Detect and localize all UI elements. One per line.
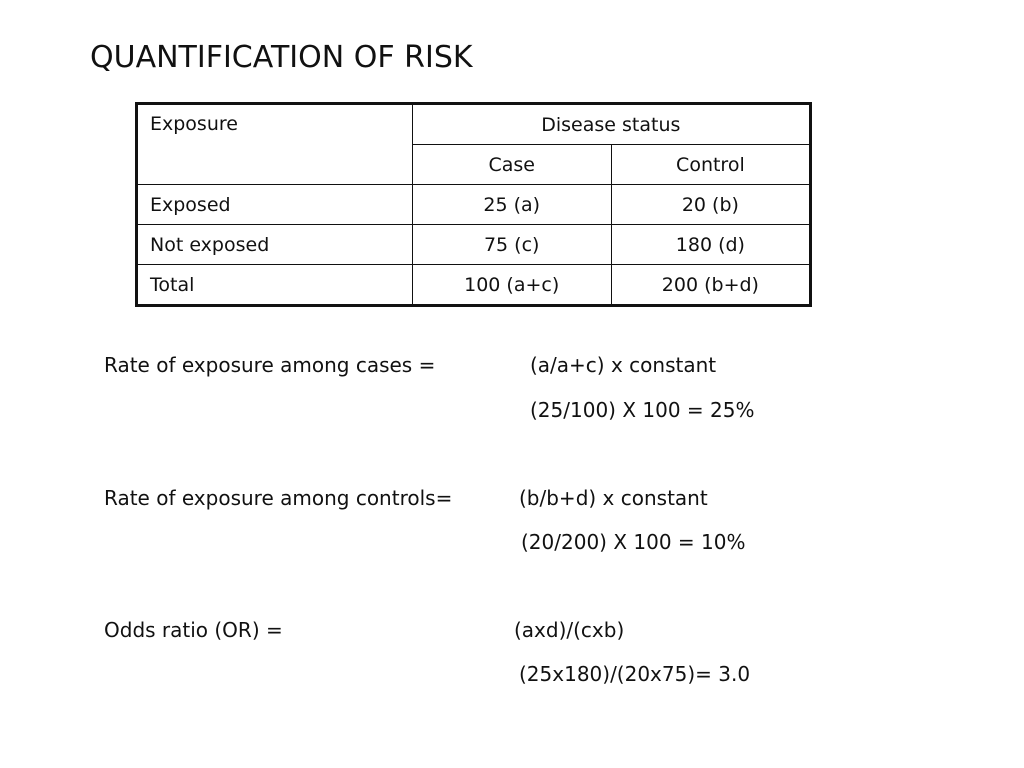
case-header: Case [412, 145, 611, 185]
control-cell: 20 (b) [611, 185, 810, 225]
slide-title: QUANTIFICATION OF RISK [90, 40, 473, 75]
disease-status-header: Disease status [412, 104, 810, 145]
table-header-row [137, 104, 811, 145]
cases-rate-formula: (a/a+c) x constant [530, 353, 717, 377]
table-row [137, 265, 811, 306]
control-header: Control [611, 145, 810, 185]
case-cell: 75 (c) [412, 225, 611, 265]
row-label: Not exposed [137, 225, 413, 265]
odds-ratio-formula: (axd)/(cxb) [514, 618, 625, 642]
case-cell: 100 (a+c) [412, 265, 611, 306]
row-label: Exposed [137, 185, 413, 225]
control-cell: 200 (b+d) [611, 265, 810, 306]
cases-rate-label: Rate of exposure among cases = [104, 353, 436, 377]
odds-ratio-label: Odds ratio (OR) = [104, 618, 283, 642]
controls-rate-label: Rate of exposure among controls= [104, 486, 453, 510]
odds-ratio-calculation: (25x180)/(20x75)= 3.0 [519, 662, 751, 686]
controls-rate-calculation: (20/200) X 100 = 10% [521, 530, 746, 554]
case-cell: 25 (a) [412, 185, 611, 225]
controls-rate-formula: (b/b+d) x constant [519, 486, 708, 510]
table-row [137, 225, 811, 265]
exposure-disease-table [135, 102, 812, 307]
row-label: Total [137, 265, 413, 306]
control-cell: 180 (d) [611, 225, 810, 265]
exposure-header: Exposure [137, 104, 413, 185]
table-row [137, 185, 811, 225]
cases-rate-calculation: (25/100) X 100 = 25% [530, 398, 755, 422]
